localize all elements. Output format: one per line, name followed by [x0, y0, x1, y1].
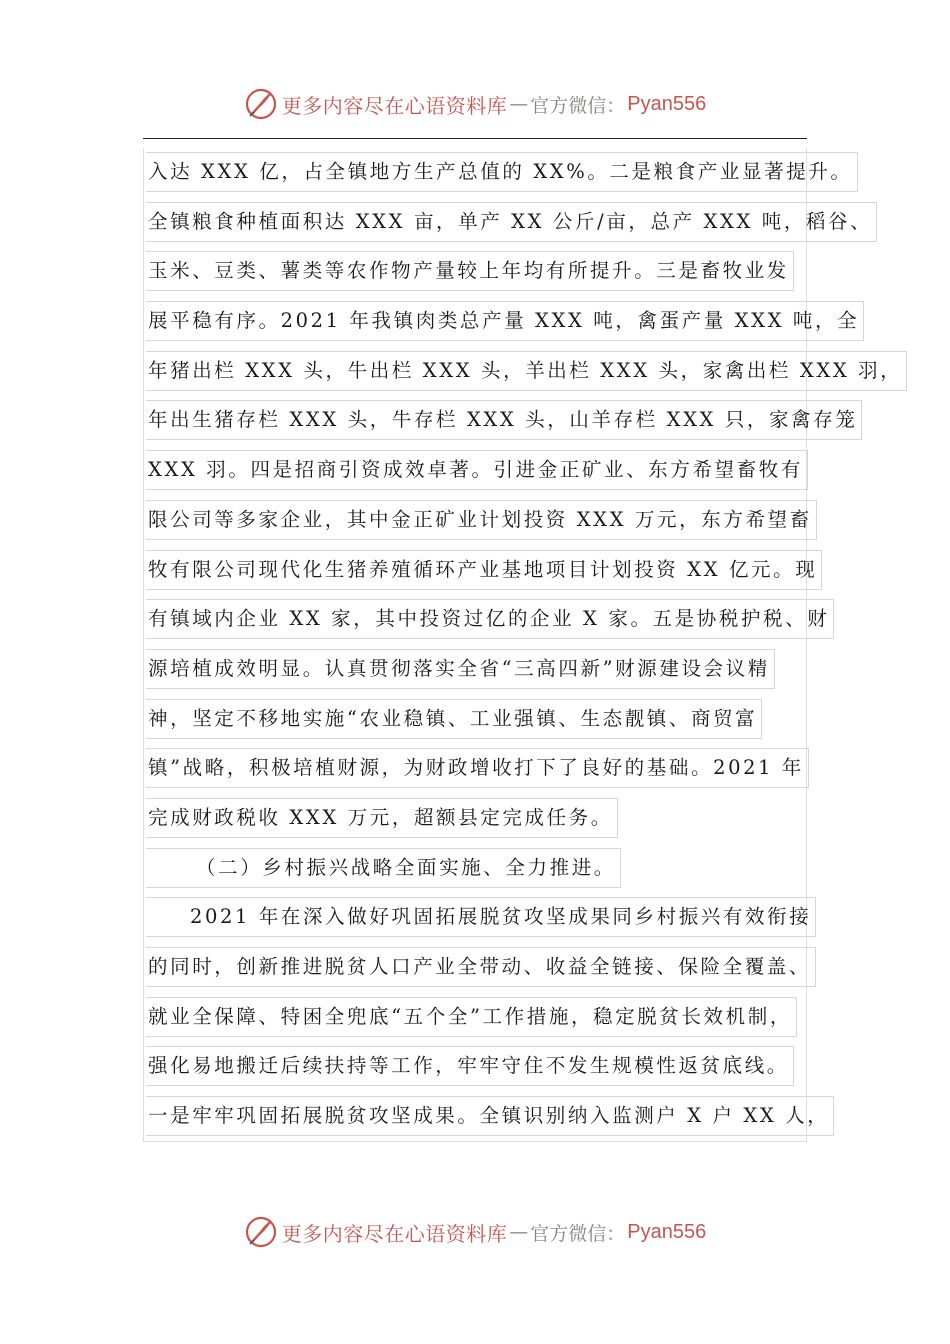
banner-dash: — [509, 1221, 529, 1243]
paragraph-start-line [146, 897, 816, 947]
text-line-content: 牧有限公司现代化生猪养殖循环产业基地项目计划投资 XX 亿元。现 [146, 550, 822, 590]
text-line-content: 2021 年在深入做好巩固拓展脱贫攻坚成果同乡村振兴有效衔接 [146, 897, 816, 937]
banner-desc: 官方微信： [530, 94, 626, 117]
text-line [146, 351, 903, 401]
text-line [146, 301, 860, 351]
header-divider [143, 138, 807, 139]
text-line [146, 152, 853, 202]
text-line [146, 450, 816, 500]
text-line [146, 400, 858, 450]
text-line-content: 玉米、豆类、薯类等农作物产量较上年均有所提升。三是畜牧业发 [146, 251, 794, 291]
text-line-content: 强化易地搬迁后续扶持等工作，牢牢守住不发生规模性返贫底线。 [146, 1046, 794, 1086]
text-line-content: 有镇域内企业 XX 家，其中投资过亿的企业 X 家。五是协税护税、财 [146, 599, 834, 639]
text-line [146, 649, 816, 699]
banner-title: 更多内容尽在心语资料库 [281, 93, 508, 118]
quill-logo-icon [244, 1215, 278, 1249]
banner-desc: 官方微信： [530, 1222, 626, 1245]
text-line [146, 997, 816, 1047]
banner-wechat-id: Pyan556 [627, 1220, 707, 1243]
text-line [146, 699, 816, 749]
text-line-content: 完成财政税收 XXX 万元，超额县定完成任务。 [146, 798, 618, 838]
text-line [146, 550, 816, 600]
footer-banner [0, 1210, 950, 1254]
text-line-content: 年出生猪存栏 XXX 头，牛存栏 XXX 头，山羊存栏 XXX 只，家禽存笼 [146, 400, 862, 440]
text-line-content: 神，坚定不移地实施“农业稳镇、工业强镇、生态靓镇、商贸富 [146, 699, 762, 739]
section-heading [146, 848, 816, 898]
text-line-content: 就业全保障、特困全兜底“五个全”工作措施，稳定脱贫长效机制， [146, 997, 797, 1037]
text-line [146, 202, 873, 252]
text-line [146, 798, 816, 848]
quill-logo-icon [244, 87, 278, 121]
text-line-content: 年猪出栏 XXX 头，牛出栏 XXX 头，羊出栏 XXX 头，家禽出栏 XXX 羽， [146, 351, 907, 391]
text-line [146, 251, 816, 301]
header-banner [0, 82, 950, 126]
banner-dash: — [509, 93, 529, 115]
text-line-content: 限公司等多家企业，其中金正矿业计划投资 XXX 万元，东方希望畜 [146, 500, 817, 540]
text-line-content: 的同时，创新推进脱贫人口产业全带动、收益全链接、保险全覆盖、 [146, 947, 816, 987]
text-line [146, 1046, 816, 1096]
text-line [146, 500, 816, 550]
section-heading-text: （二）乡村振兴战略全面实施、全力推进。 [146, 848, 621, 888]
text-line [146, 947, 816, 997]
text-line [146, 599, 830, 649]
text-line-content: 入达 XXX 亿，占全镇地方生产总值的 XX%。二是粮食产业显著提升。 [146, 152, 858, 192]
text-line [146, 1096, 830, 1146]
text-line-content: 一是牢牢巩固拓展脱贫攻坚成果。全镇识别纳入监测户 X 户 XX 人， [146, 1096, 834, 1136]
text-line-content: XXX 羽。四是招商引资成效卓著。引进金正矿业、东方希望畜牧有 [146, 450, 808, 490]
text-line-content: 展平稳有序。2021 年我镇肉类总产量 XXX 吨，禽蛋产量 XXX 吨，全 [146, 301, 864, 341]
document-body [146, 152, 903, 1146]
text-line-content: 全镇粮食种植面积达 XXX 亩，单产 XX 公斤/亩，总产 XXX 吨，稻谷、 [146, 202, 877, 242]
text-line-content: 镇”战略，积极培植财源，为财政增收打下了良好的基础。2021 年 [146, 748, 809, 788]
text-line-content: 源培植成效明显。认真贯彻落实全省“三高四新”财源建设会议精 [146, 649, 775, 689]
banner-wechat-id: Pyan556 [627, 92, 707, 115]
banner-title: 更多内容尽在心语资料库 [281, 1221, 508, 1246]
text-line [146, 748, 816, 798]
